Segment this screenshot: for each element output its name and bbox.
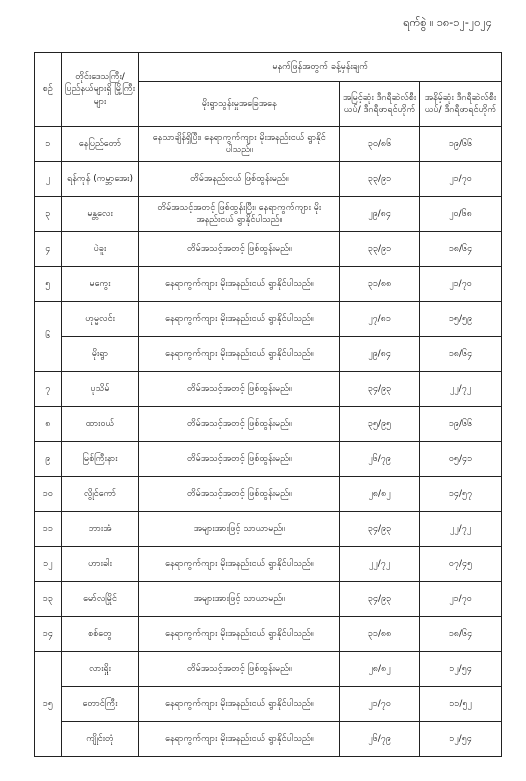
min-temp: ၁၈/၆၄: [420, 337, 502, 372]
max-temp: ၂၈/၈၂: [340, 652, 420, 687]
table-row: [35, 267, 502, 302]
row-number: ၇: [35, 372, 62, 407]
min-temp: ၂၁/၇၀: [420, 267, 502, 302]
max-temp: ၃၄/၉၃: [340, 372, 420, 407]
header-min-temp: အနိမ့်ဆုံး ဒီဂရီဆဲလ်စီးယပ်/ ဒီဂရီဖာရင်ဟိုက်: [420, 82, 502, 127]
table-row: [35, 722, 502, 757]
city-name: ဘားအံ: [61, 512, 139, 547]
min-temp: ၁၈/၆၄: [420, 617, 502, 652]
table-row: [35, 442, 502, 477]
min-temp: ၁၉/၆၆: [420, 407, 502, 442]
min-temp: ၁၂/၅၄: [420, 652, 502, 687]
row-number: ၁၀: [35, 477, 62, 512]
city-name: ဟားခါး: [61, 547, 139, 582]
table-row: [35, 652, 502, 687]
min-temp: ၀၅/၄၁: [420, 442, 502, 477]
header-max-temp: အမြင့်ဆုံး ဒီဂရီဆဲလ်စီးယပ်/ ဒီဂရီဖာရင်ဟိုက်: [340, 82, 420, 127]
city-name: ကျိုင်းတုံ: [61, 722, 139, 757]
header-no: စဥ်: [35, 53, 62, 127]
table-row: [35, 407, 502, 442]
min-temp: ၁၂/၅၄: [420, 722, 502, 757]
city-name: လွိုင်ကော်: [61, 477, 139, 512]
header-forecast: မနက်ဖြန်အတွက် ခန့်မှန်းချက်: [139, 53, 502, 82]
row-number: ၁: [35, 127, 62, 162]
max-temp: ၂၆/၇၉: [340, 442, 420, 477]
row-number: ၆: [35, 302, 62, 372]
table-row: [35, 617, 502, 652]
table-row: [35, 687, 502, 722]
table-row: [35, 337, 502, 372]
max-temp: ၃၀/၈၆: [340, 127, 420, 162]
max-temp: ၂၈/၈၂: [340, 477, 420, 512]
city-name: ပုသိမ်: [61, 372, 139, 407]
condition-text: တိမ်အသင့်အတင့် ဖြစ်ထွန်းပြီး၊ နေရာကွက်ကျား မိုးအနည်းငယ် ရွာနိုင်ပါသည်။: [139, 197, 340, 232]
max-temp: ၃၄/၉၃: [340, 582, 420, 617]
table-row: [35, 547, 502, 582]
city-name: ရန်ကုန် (ကမ္ဘာအေး): [61, 162, 139, 197]
row-number: ၁၄: [35, 617, 62, 652]
max-temp: ၃၁/၈၈: [340, 617, 420, 652]
min-temp: ၂၀/၆၈: [420, 197, 502, 232]
condition-text: တိမ်အသင့်အတင့် ဖြစ်ထွန်းမည်။: [139, 652, 340, 687]
row-number: ၂: [35, 162, 62, 197]
condition-text: တိမ်အသင့်အတင့် ဖြစ်ထွန်းမည်။: [139, 232, 340, 267]
condition-text: နေရာကွက်ကျား မိုးအနည်းငယ် ရွာနိုင်ပါသည်။: [139, 337, 340, 372]
max-temp: ၂၉/၈၄: [340, 197, 420, 232]
table-row: [35, 127, 502, 162]
city-name: နေပြည်တော်: [61, 127, 139, 162]
condition-text: နေရာကွက်ကျား မိုးအနည်းငယ် ရွာနိုင်ပါသည်။: [139, 617, 340, 652]
forecast-table: [34, 52, 502, 757]
row-number: ၈: [35, 407, 62, 442]
condition-text: တိမ်အနည်းငယ် ဖြစ်ထွန်းမည်။: [139, 162, 340, 197]
max-temp: ၂၂/၇၂: [340, 547, 420, 582]
max-temp: ၂၆/၇၉: [340, 722, 420, 757]
city-name: ဟုမ္မလင်း: [61, 302, 139, 337]
header-city: တိုင်းဒေသကြီး/ ပြည်နယ်များရှိ မြို့ကြီးများ: [61, 53, 139, 127]
condition-text: တိမ်အသင့်အတင့် ဖြစ်ထွန်းမည်။: [139, 477, 340, 512]
city-name: မော်လမြိုင်: [61, 582, 139, 617]
max-temp: ၂၇/၈၁: [340, 302, 420, 337]
max-temp: ၃၅/၉၅: [340, 407, 420, 442]
min-temp: ၁၉/၆၆: [420, 127, 502, 162]
max-temp: ၂၁/၇၀: [340, 687, 420, 722]
row-number: ၁၃: [35, 582, 62, 617]
city-name: မြစ်ကြီးနား: [61, 442, 139, 477]
table-row: [35, 302, 502, 337]
min-temp: ၂၁/၇၀: [420, 582, 502, 617]
city-name: မန္တလေး: [61, 197, 139, 232]
table-row: [35, 232, 502, 267]
condition-text: တိမ်အသင့်အတင့် ဖြစ်ထွန်းမည်။: [139, 442, 340, 477]
table-row: [35, 372, 502, 407]
max-temp: ၃၁/၈၈: [340, 267, 420, 302]
min-temp: ၁၅/၅၉: [420, 302, 502, 337]
city-name: တောင်ကြီး: [61, 687, 139, 722]
table-row: [35, 162, 502, 197]
condition-text: အများအားဖြင့် သာယာမည်။: [139, 582, 340, 617]
condition-text: နေရာကွက်ကျား မိုးအနည်းငယ် ရွာနိုင်ပါသည်။: [139, 687, 340, 722]
table-row: [35, 582, 502, 617]
row-number: ၃: [35, 197, 62, 232]
city-name: လားရှိုး: [61, 652, 139, 687]
header-condition: မိုးရွာသွန်းမှုအခြေအနေ: [139, 82, 340, 127]
condition-text: အများအားဖြင့် သာယာမည်။: [139, 512, 340, 547]
row-number: ၁၅: [35, 652, 62, 757]
row-number: ၄: [35, 232, 62, 267]
row-number: ၁၁: [35, 512, 62, 547]
city-name: စစ်တွေ: [61, 617, 139, 652]
max-temp: ၃၄/၉၃: [340, 512, 420, 547]
table-row: [35, 197, 502, 232]
table-row: [35, 477, 502, 512]
condition-text: နေရာကွက်ကျား မိုးအနည်းငယ် ရွာနိုင်ပါသည်။: [139, 722, 340, 757]
condition-text: နေရာကွက်ကျား မိုးအနည်းငယ် ရွာနိုင်ပါသည်။: [139, 267, 340, 302]
max-temp: ၂၉/၈၄: [340, 337, 420, 372]
condition-text: နေရာကွက်ကျား မိုးအနည်းငယ် ရွာနိုင်ပါသည်။: [139, 302, 340, 337]
min-temp: ၀၇/၄၅: [420, 547, 502, 582]
city-name: မိုးရွာ: [61, 337, 139, 372]
min-temp: ၁၄/၅၇: [420, 477, 502, 512]
min-temp: ၂၂/၇၂: [420, 512, 502, 547]
row-number: ၅: [35, 267, 62, 302]
city-name: ပဲခူး: [61, 232, 139, 267]
min-temp: ၂၁/၇၀: [420, 162, 502, 197]
row-number: ၁၂: [35, 547, 62, 582]
condition-text: နေသာချိန်ရှိပြီး၊ နေရာကွက်ကျား မိုးအနည်းငယ် ရွာနိုင်ပါသည်။: [139, 127, 340, 162]
city-name: ထားဝယ်: [61, 407, 139, 442]
city-name: မကွေး: [61, 267, 139, 302]
condition-text: နေရာကွက်ကျား မိုးအနည်းငယ် ရွာနိုင်ပါသည်။: [139, 547, 340, 582]
date-label: ရက်စွဲ ။ ၁၈-၁၂-၂၀၂၄: [403, 16, 492, 29]
max-temp: ၃၃/၉၁: [340, 232, 420, 267]
max-temp: ၃၃/၉၁: [340, 162, 420, 197]
table-row: [35, 512, 502, 547]
min-temp: ၁၈/၆၄: [420, 232, 502, 267]
min-temp: ၂၂/၇၂: [420, 372, 502, 407]
condition-text: တိမ်အသင့်အတင့် ဖြစ်ထွန်းမည်။: [139, 407, 340, 442]
row-number: ၉: [35, 442, 62, 477]
min-temp: ၁၁/၅၂: [420, 687, 502, 722]
condition-text: တိမ်အသင့်အတင့် ဖြစ်ထွန်းမည်။: [139, 372, 340, 407]
